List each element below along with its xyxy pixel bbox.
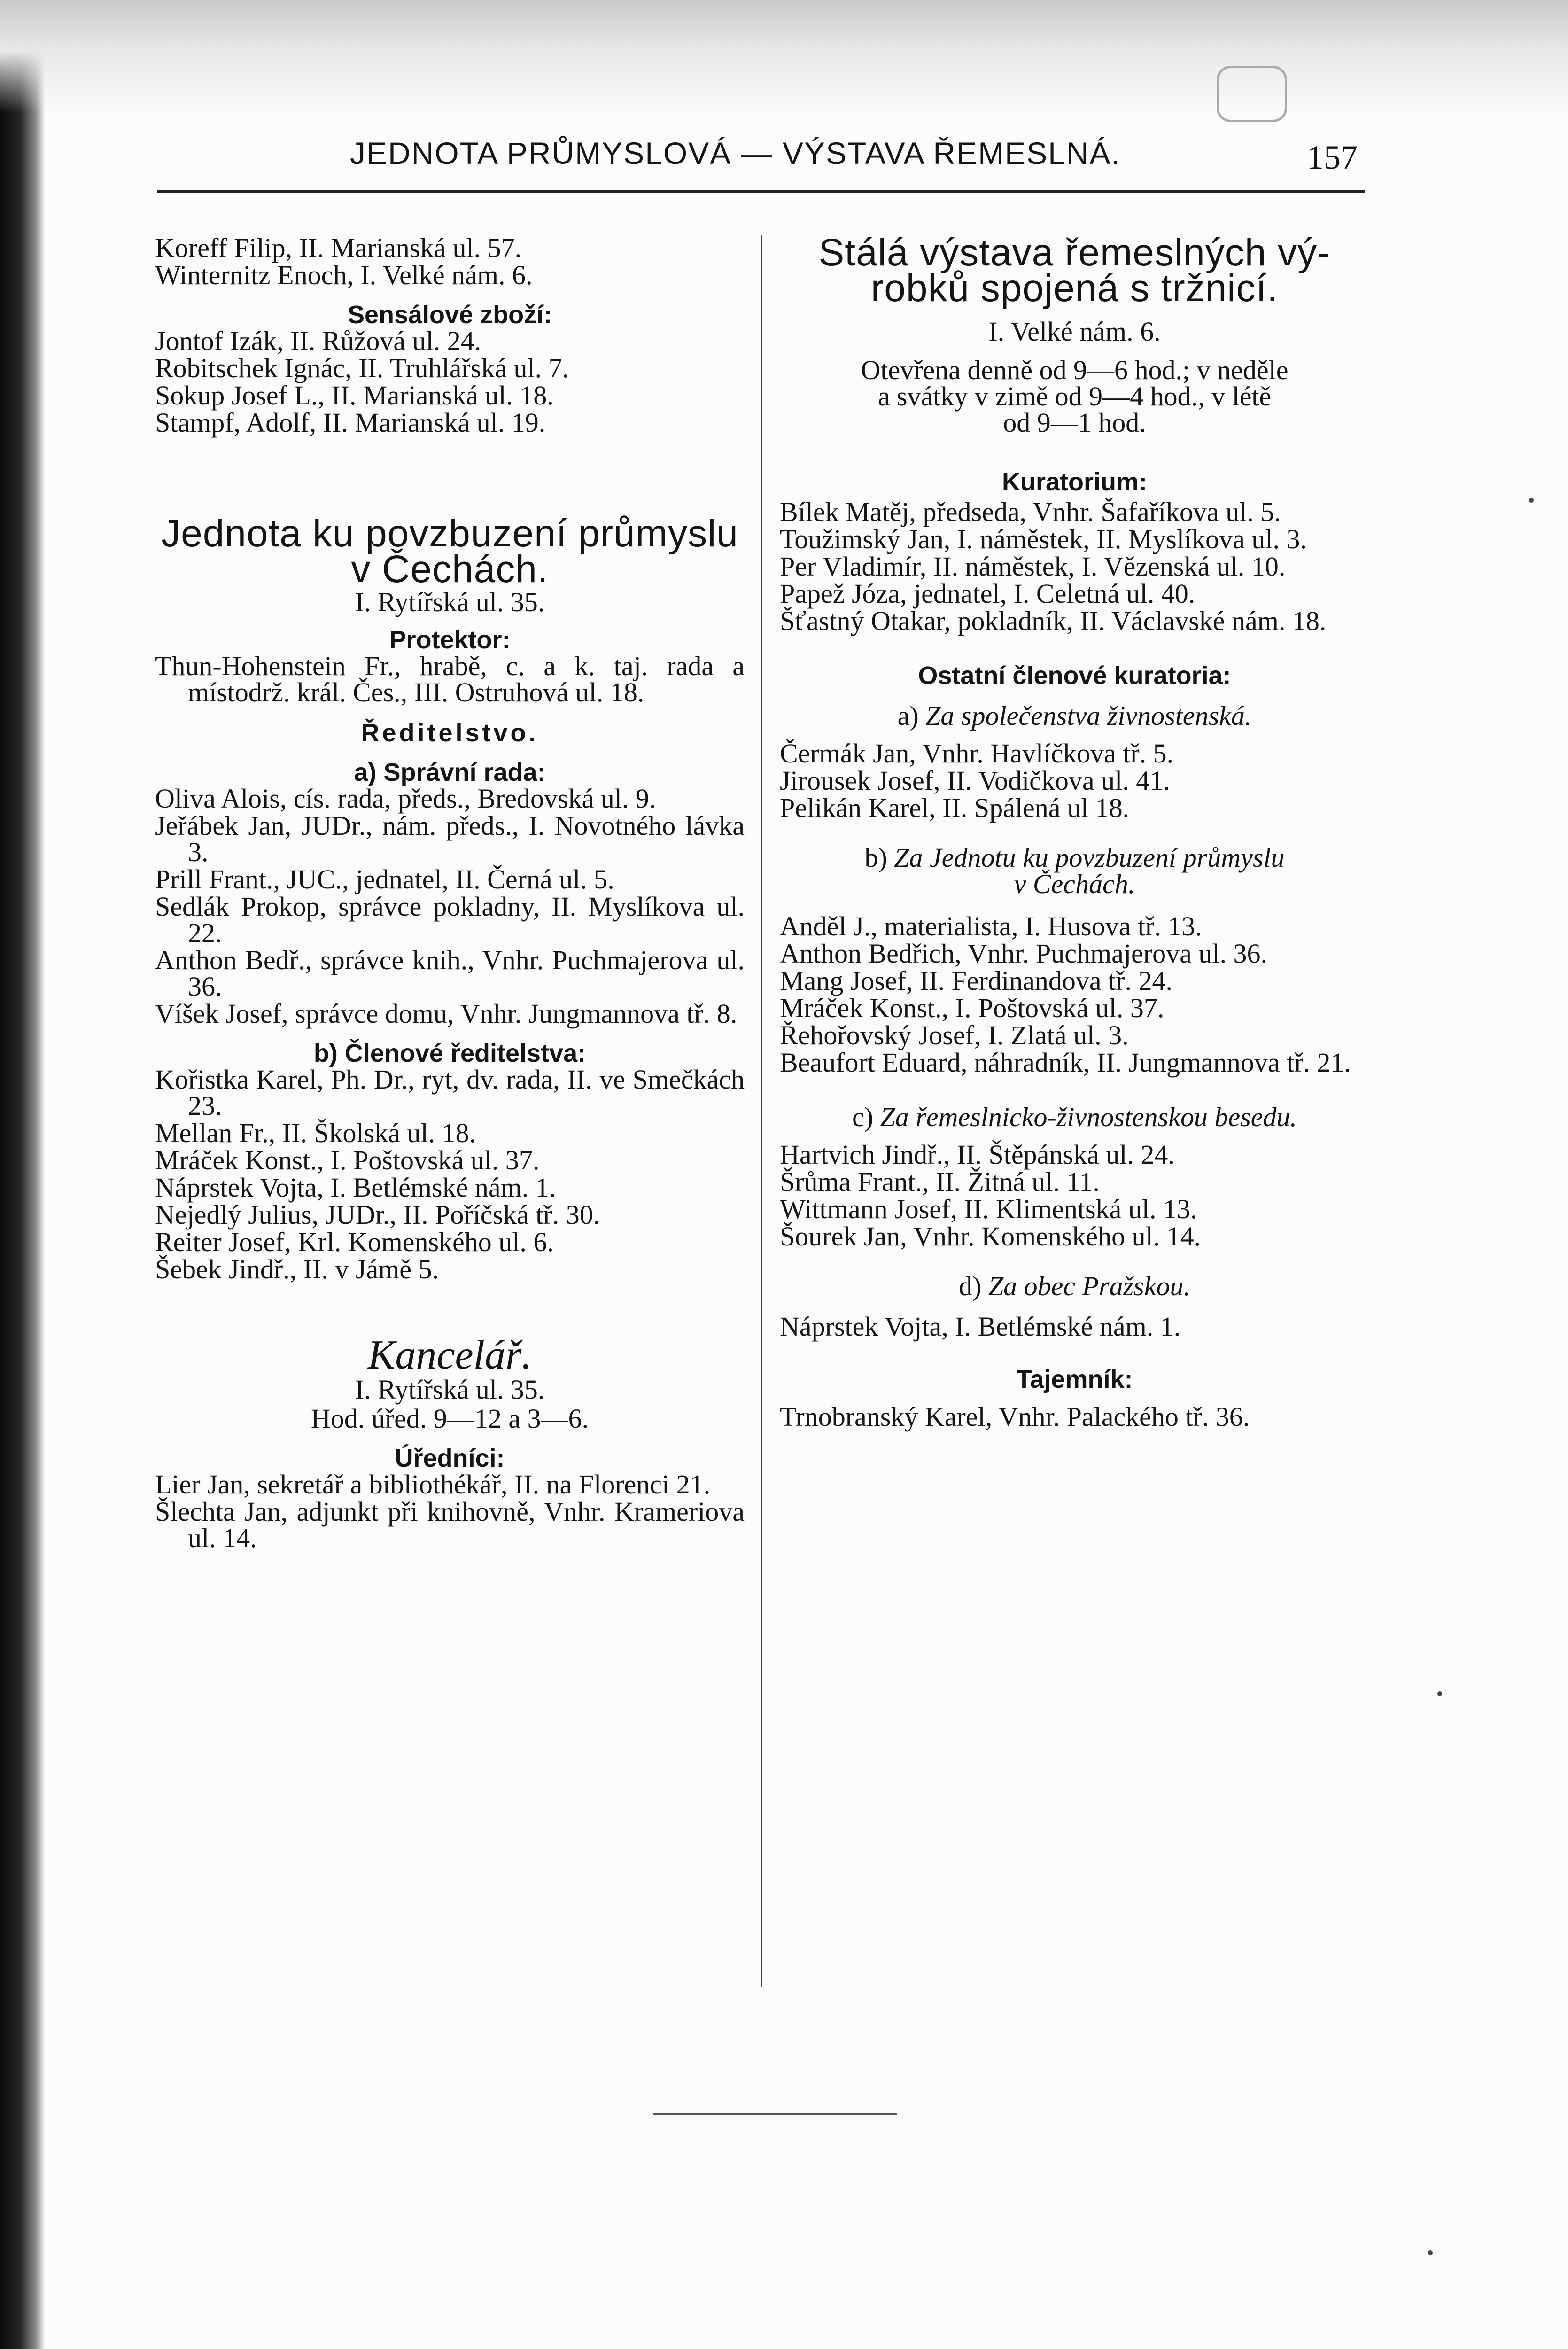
list-item: Beaufort Eduard, náhradník, II. Jungmannova tř. 21.: [780, 1047, 1351, 1078]
list-item: Prill Frant., JUC., jednatel, II. Černá ul. 5.: [155, 864, 614, 894]
list-item: Čermák Jan, Vnhr. Havlíčkova tř. 5.: [780, 738, 1174, 769]
list-item: Anděl J., materialista, I. Husova tř. 13.: [780, 911, 1202, 941]
list-item: Koreff Filip, II. Marianská ul. 57.: [155, 233, 522, 263]
list-item: Anthon Bedřich, Vnhr. Puchmajerova ul. 36.: [780, 938, 1267, 969]
paper-stain: [1217, 66, 1287, 122]
list-item: Winternitz Enoch, I. Velké nám. 6.: [155, 260, 533, 290]
group-heading-b-line2: [780, 871, 1369, 897]
section-heading-reditelstvo: Ředitelstvo.: [361, 719, 539, 747]
list-item: Trnobranský Karel, Vnhr. Palackého tř. 36.: [780, 1401, 1250, 1432]
list-item: Řehořovský Josef, I. Zlatá ul. 3.: [780, 1020, 1129, 1050]
vystava-hours-line2: a svátky v zimě od 9—4 hod., v létě: [877, 381, 1272, 412]
vystava-hours-line1: Otevřena denně od 9—6 hod.; v neděle: [861, 355, 1289, 385]
list-item: Náprstek Vojta, I. Betlémské nám. 1.: [780, 1311, 1181, 1342]
list-item: Sedlák Prokop, správce pokladny, II. Myslíkova ul. 22.: [155, 891, 745, 948]
list-item: Šrůma Frant., II. Žitná ul. 11.: [780, 1167, 1100, 1197]
group-label-a: Za společenstva živnostenská.: [925, 700, 1252, 731]
list-item: Thun-Hohenstein Fr., hrabě, c. a k. taj. rada a místodrž. král. Čes., III. Ostruhová ul. 18.: [155, 651, 745, 708]
page-top-shadow: [0, 0, 1568, 113]
section-heading-protektor: Protektor:: [389, 626, 511, 654]
header-rule: [157, 190, 1365, 193]
list-item: Mráček Konst., I. Poštovská ul. 37.: [155, 1145, 540, 1175]
section-heading-kuratorium: Kuratorium:: [1002, 468, 1147, 496]
group-heading-b: [780, 842, 1369, 873]
jednota-address: I. Rytířská ul. 35.: [355, 587, 545, 617]
list-item: Stampf, Adolf, II. Marianská ul. 19.: [155, 407, 546, 438]
list-item: Per Vladimír, II. náměstek, I. Vězenská ul. 10.: [780, 551, 1286, 582]
section-heading-sensal: Sensálové zboží:: [347, 301, 552, 329]
list-item: Jontof Izák, II. Růžová ul. 24.: [155, 326, 481, 356]
paper-speck: [1437, 1691, 1442, 1696]
right-column: [780, 231, 1369, 1432]
paper-speck: [1529, 498, 1534, 503]
book-binding-shadow: [0, 0, 45, 2349]
group-label-d: Za obec Pražskou.: [988, 1271, 1190, 1301]
closing-rule: [653, 2113, 897, 2115]
group-prefix-a: a): [897, 700, 919, 731]
list-item: Šťastný Otakar, pokladník, II. Václavské nám. 18.: [780, 606, 1327, 636]
list-item: Toužimský Jan, I. náměstek, II. Myslíkova ul. 3.: [780, 524, 1307, 554]
list-item: Víšek Josef, správce domu, Vnhr. Jungmannova tř. 8.: [155, 998, 737, 1029]
list-item: Hartvich Jindř., II. Štěpánská ul. 24.: [780, 1139, 1175, 1170]
kancelar-hours: Hod. úřed. 9—12 a 3—6.: [310, 1403, 589, 1434]
kancelar-address: I. Rytířská ul. 35.: [355, 1374, 545, 1405]
running-header: JEDNOTA PRŮMYSLOVÁ — VÝSTAVA ŘEMESLNÁ.: [350, 136, 1121, 171]
list-item: Mellan Fr., II. Školská ul. 18.: [155, 1118, 476, 1148]
left-column: [155, 235, 745, 1552]
list-item: Wittmann Josef, II. Klimentská ul. 13.: [780, 1194, 1197, 1224]
group-prefix-d: d): [959, 1271, 982, 1301]
group-label-c: Za řemeslnicko-živnostenskou besedu.: [880, 1102, 1297, 1132]
section-title-kancelar: Kancelář.: [367, 1332, 532, 1378]
list-item: Jirousek Josef, II. Vodičkova ul. 41.: [780, 765, 1170, 796]
group-label-b-line1: Za Jednotu ku povzbuzení průmyslu: [894, 842, 1285, 873]
list-item: Náprstek Vojta, I. Betlémské nám. 1.: [155, 1172, 556, 1203]
list-item: Kořistka Karel, Ph. Dr., ryt, dv. rada, II. ve Smečkách 23.: [155, 1064, 745, 1121]
column-divider: [761, 235, 762, 1987]
vystava-hours-line3: od 9—1 hod.: [1003, 407, 1146, 438]
list-item: Oliva Alois, cís. rada, předs., Bredovská ul. 9.: [155, 783, 656, 814]
list-item: Reiter Josef, Krl. Komenského ul. 6.: [155, 1227, 554, 1257]
list-item: Jeřábek Jan, JUDr., nám. předs., I. Novotného lávka 3.: [155, 810, 745, 867]
list-item: Lier Jan, sekretář a bibliothékář, II. na Florenci 21.: [155, 1469, 711, 1500]
paper-speck: [1428, 2250, 1433, 2255]
section-heading-spravni-rada: a) Správní rada:: [354, 758, 546, 786]
section-heading-clenove: b) Členové ředitelstva:: [313, 1039, 586, 1067]
list-item: Šourek Jan, Vnhr. Komenského ul. 14.: [780, 1221, 1201, 1252]
vystava-address: I. Velké nám. 6.: [988, 316, 1161, 347]
list-item: Šebek Jindř., II. v Jámě 5.: [155, 1254, 439, 1284]
group-prefix-b: b): [864, 842, 887, 873]
section-title-jednota-line2: v Čechách.: [351, 548, 549, 591]
list-item: Papež Józa, jednatel, I. Celetná ul. 40.: [780, 578, 1195, 609]
group-heading-a: [780, 700, 1369, 731]
list-item: Sokup Josef L., II. Marianská ul. 18.: [155, 380, 554, 411]
group-label-b-line2: v Čechách.: [1014, 869, 1135, 899]
list-item: Mang Josef, II. Ferdinandova tř. 24.: [780, 965, 1172, 996]
section-title-vystava-line1: Stálá výstava řemeslných vý-: [818, 231, 1331, 274]
group-prefix-c: c): [852, 1102, 874, 1132]
list-item: Pelikán Karel, II. Spálená ul 18.: [780, 793, 1130, 823]
page-number: 157: [1307, 139, 1358, 176]
list-item: Šlechta Jan, adjunkt při knihovně, Vnhr. Krameriova ul. 14.: [155, 1496, 745, 1553]
list-item: Robitschek Ignác, II. Truhlářská ul. 7.: [155, 353, 569, 383]
group-heading-c: [780, 1104, 1369, 1130]
list-item: Bílek Matěj, předseda, Vnhr. Šafaříkova ul. 5.: [780, 497, 1281, 527]
section-heading-ostatni: Ostatní členové kuratoria:: [918, 661, 1231, 690]
list-item: Nejedlý Julius, JUDr., II. Poříčská tř. 30.: [155, 1199, 600, 1230]
list-item: Mráček Konst., I. Poštovská ul. 37.: [780, 993, 1164, 1023]
section-title-vystava-line2: robků spojená s tržnicí.: [870, 267, 1279, 310]
list-item: Anthon Bedř., správce knih., Vnhr. Puchmajerova ul. 36.: [155, 945, 745, 1002]
group-heading-d: [780, 1273, 1369, 1299]
section-title-jednota-line1: Jednota ku povzbuzení průmyslu: [161, 512, 738, 555]
section-heading-urednici: Úředníci:: [395, 1444, 505, 1472]
section-heading-tajemnik: Tajemník:: [1016, 1365, 1133, 1393]
